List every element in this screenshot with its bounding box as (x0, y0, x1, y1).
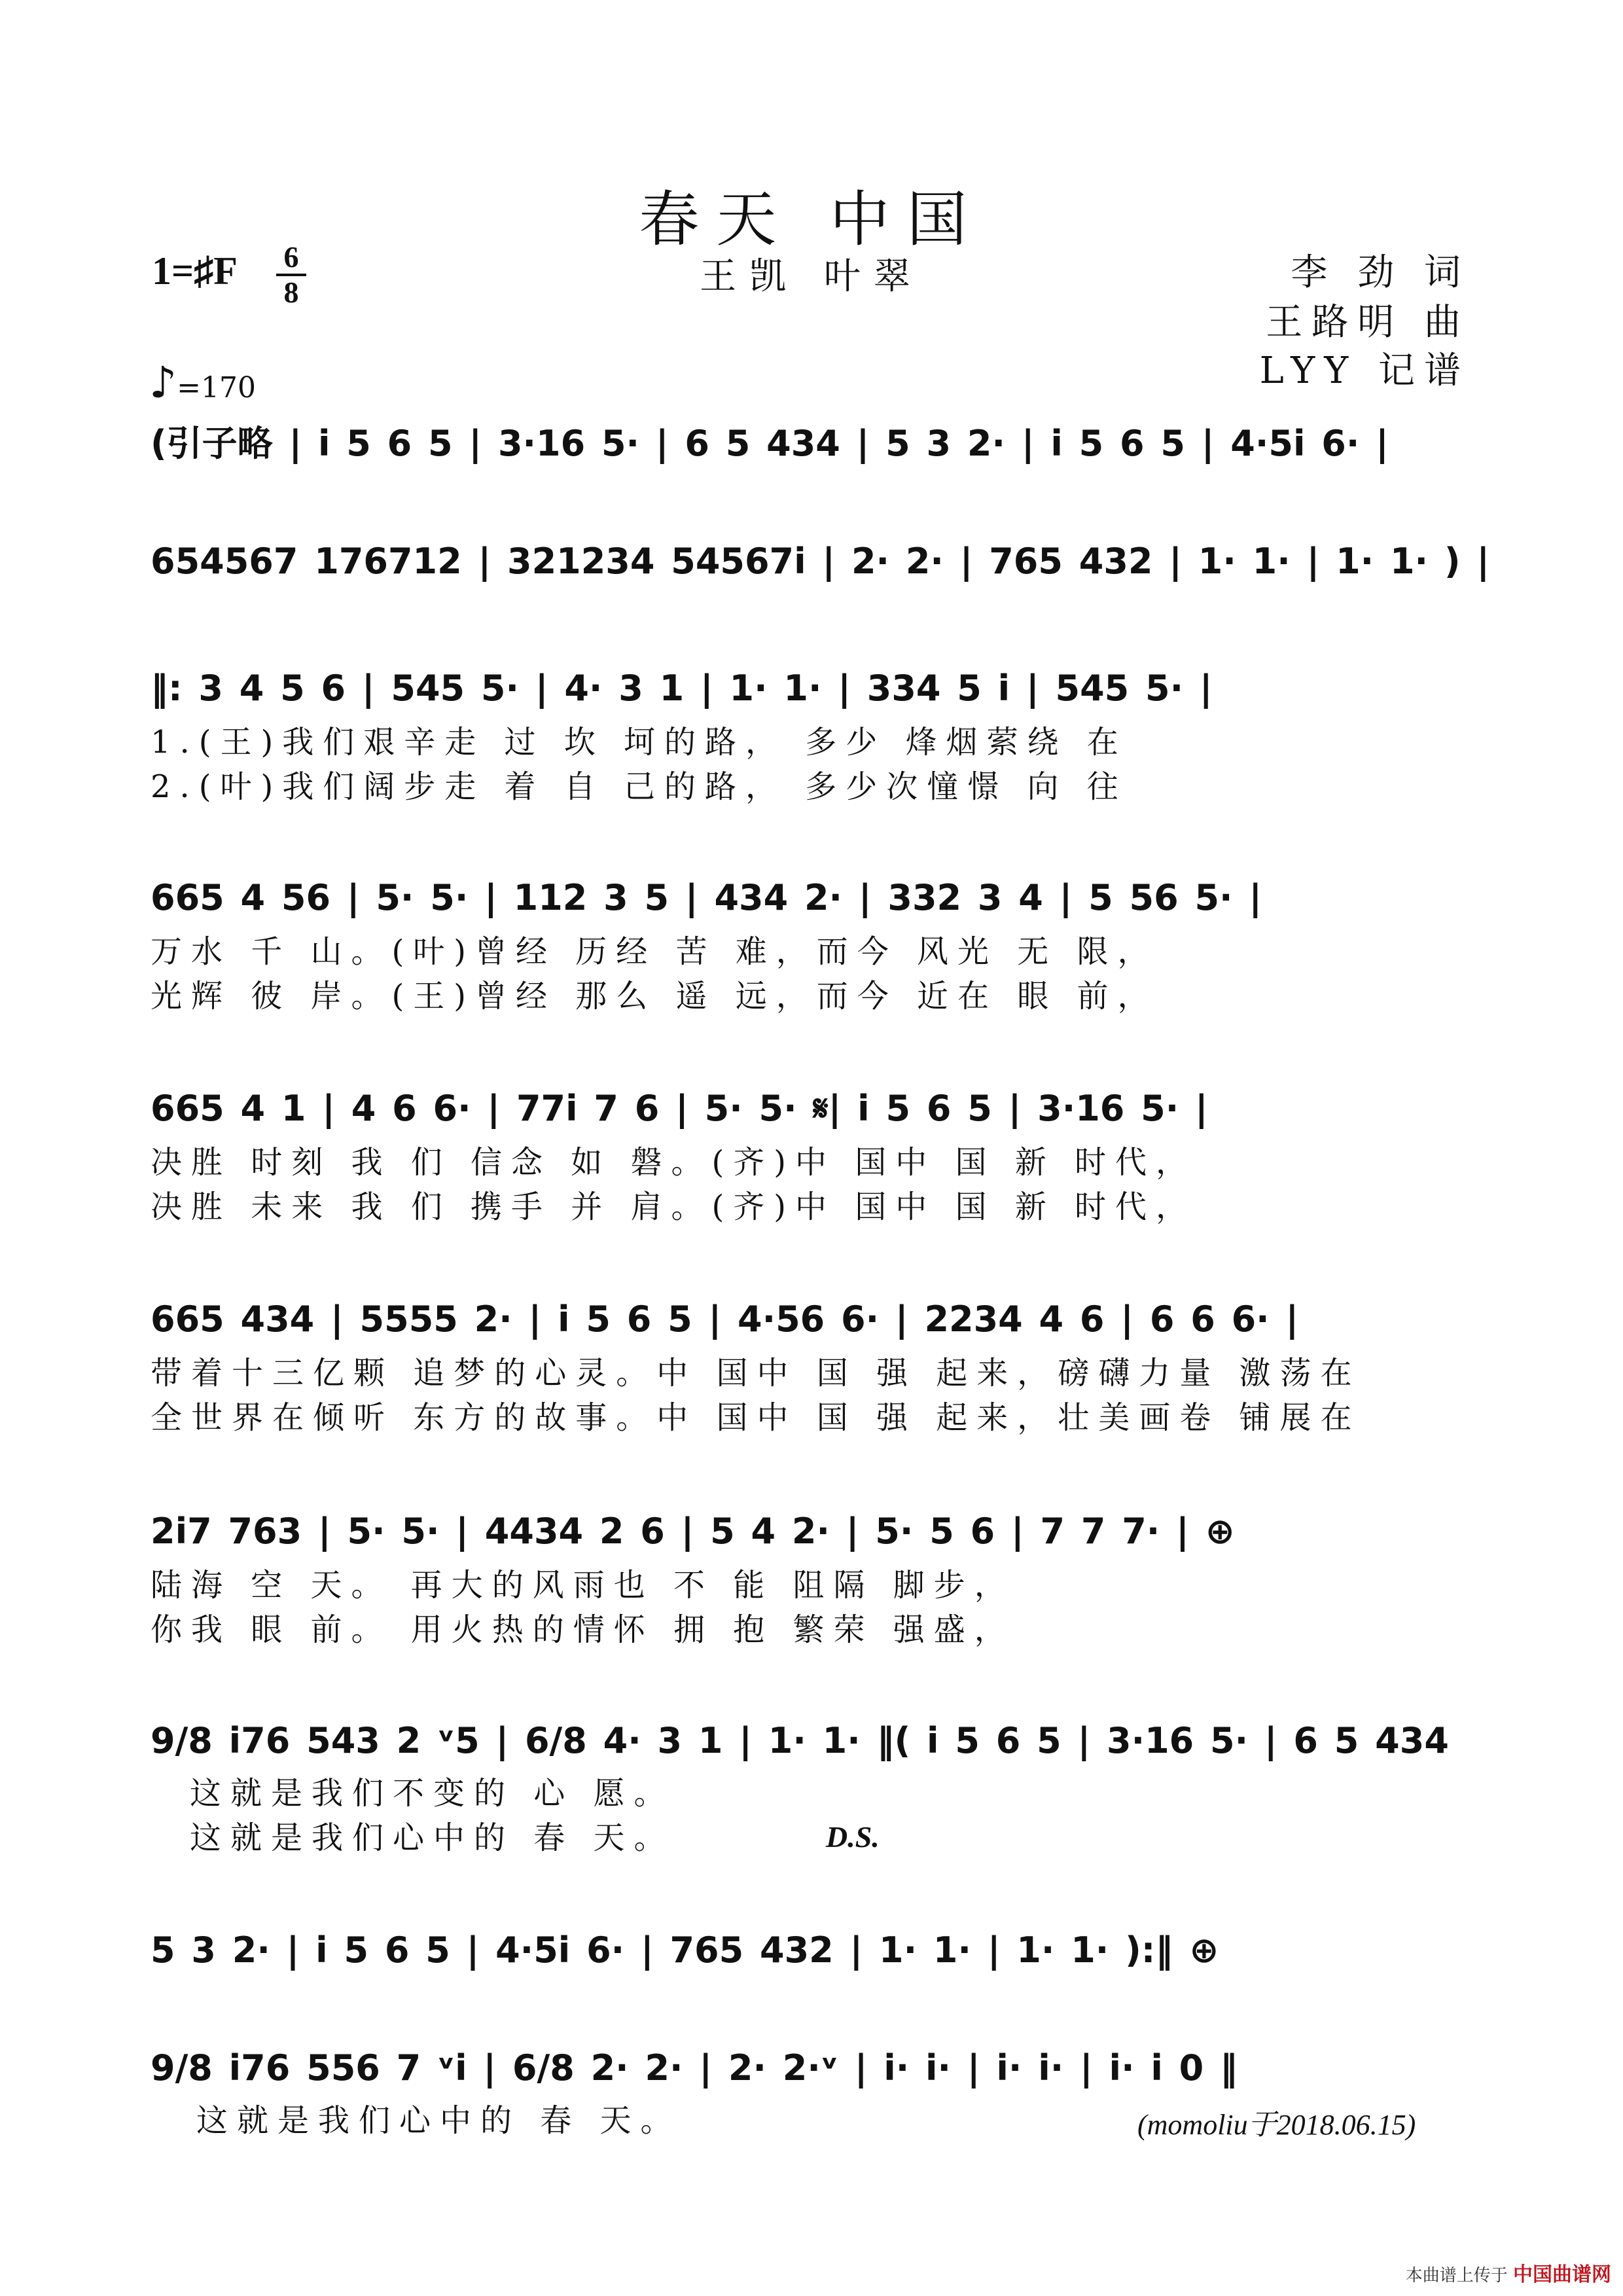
score-line-10: 9/8 i76 556 7 ᵛi | 6/8 2· 2· | 2· 2·ᵛ | i· i· | i· i· | i· i 0 ‖ (151, 2047, 1238, 2089)
lyric-line-8b: 这就是我们心中的 春 天。 (190, 1820, 675, 1856)
lyric-line-10a: 这就是我们心中的 春 天。 (196, 2102, 681, 2139)
composer-credit: 王路明 曲 (1266, 301, 1470, 344)
transcriber-credit: LYY 记谱 (1259, 350, 1470, 392)
ds-mark: D.S. (826, 1820, 880, 1854)
upload-note: 本曲谱上传于 (1405, 2266, 1508, 2286)
score-line-6: 665 434 | 5555 2· | i 5 6 5 | 4·56 6· | 2234 4 6 | 6 6 6· | (151, 1299, 1299, 1340)
tempo-value: =170 (177, 371, 256, 404)
site-logo[interactable]: 中国曲谱网 (1513, 2263, 1611, 2286)
score-line-8: 9/8 i76 543 2 ᵛ5 | 6/8 4· 3 1 | 1· 1· ‖( i 5 6 5 | 3·16 5· | 6 5 434 (151, 1720, 1449, 1761)
tempo-mark (149, 357, 256, 408)
lyric-line-8a: 这就是我们不变的 心 愿。 (190, 1775, 675, 1812)
song-title: 春天 中国 (639, 185, 984, 255)
lyric-line-6a: 带着十三亿颗 追梦的心灵。中 国中 国 强 起来，磅礴力量 激荡在 (151, 1355, 1361, 1391)
score-line-4: 665 4 56 | 5· 5· | 112 3 5 | 434 2· | 332 3 4 | 5 56 5· | (151, 877, 1262, 918)
lyricist-credit: 李 劲 词 (1291, 251, 1470, 294)
score-line-1: (引子略 | i 5 6 5 | 3·16 5· | 6 5 434 | 5 3 2· | i 5 6 5 | 4·5i 6· | (151, 423, 1389, 464)
score-line-5: 665 4 1 | 4 6 6· | 77i 7 6 | 5· 5· 𝄋| i 5 6 5 | 3·16 5· | (151, 1088, 1208, 1129)
time-signature (276, 240, 306, 309)
eighth-note-icon: ♪ (149, 357, 177, 408)
lyric-line-3a: 1.(王)我们艰辛走 过 坎 坷的路， 多少 烽烟萦绕 在 (151, 724, 1128, 761)
meter-top: 6 (283, 240, 299, 274)
transcriber-signature: (momoliu于2018.06.15) (1137, 2109, 1416, 2141)
lyric-line-6b: 全世界在倾听 东方的故事。中 国中 国 强 起来，壮美画卷 铺展在 (151, 1399, 1361, 1436)
performers: 王凯 叶翠 (700, 255, 923, 298)
score-line-3: ‖: 3 4 5 6 | 545 5· | 4· 3 1 | 1· 1· | 334 5 i | 545 5· | (151, 668, 1213, 709)
score-line-9: 5 3 2· | i 5 6 5 | 4·5i 6· | 765 432 | 1· 1· | 1· 1· ):‖ ⊕ (151, 1929, 1219, 1971)
meter-bottom: 8 (283, 276, 299, 309)
score-line-2: 654567 176712 | 321234 54567i | 2· 2· | 765 432 | 1· 1· | 1· 1· ) | (151, 541, 1490, 582)
score-line-7: 2i7 763 | 5· 5· | 4434 2 6 | 5 4 2· | 5· 5 6 | 7 7 7· | ⊕ (151, 1511, 1235, 1552)
lyric-line-5b: 决胜 未来 我 们 携手 并 肩。(齐)中 国中 国 新 时代， (151, 1189, 1197, 1225)
lyric-line-7b: 你我 眼 前。 用火热的情怀 拥 抱 繁荣 强盛， (151, 1611, 1015, 1648)
lyric-line-4a: 万水 千 山。(叶)曾经 历经 苦 难，而今 风光 无 限， (151, 933, 1158, 970)
site-footer (1406, 2258, 1611, 2287)
lyric-line-7a: 陆海 空 天。 再大的风雨也 不 能 阻隔 脚步， (151, 1567, 1015, 1604)
lyric-line-3b: 2.(叶)我们阔步走 着 自 己的路， 多少次憧憬 向 往 (151, 768, 1128, 805)
lyric-line-4b: 光辉 彼 岸。(王)曾经 那么 遥 远，而今 近在 眼 前， (151, 978, 1158, 1014)
key-signature: 1=♯F (152, 249, 238, 293)
lyric-line-5a: 决胜 时刻 我 们 信念 如 磐。(齐)中 国中 国 新 时代， (151, 1144, 1197, 1181)
